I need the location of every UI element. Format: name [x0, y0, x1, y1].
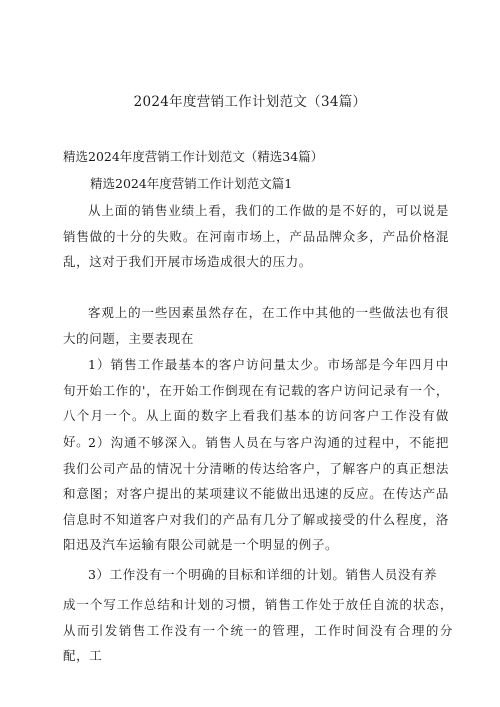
document-title: 2024年度营销工作计划范文（34篇）: [133, 94, 367, 110]
section-heading: 精选2024年度营销工作计划范文篇1: [90, 176, 293, 191]
paragraph-6: 成一个写工作总结和计划的习惯，销售工作处于放任自流的状态，从而引发销售工作没有一个统一的管理，工作时间没有合理的分配，工: [63, 597, 453, 663]
document-subtitle: 精选2024年度营销工作计划范文（精选34篇）: [63, 149, 324, 164]
paragraph-1: 从上面的销售业绩上看，我们的工作做的是不好的，可以说是销售做的十分的失败。在河南市场上，产品品牌众多，产品价格混乱，这对于我们开展市场造成很大的压力。: [63, 203, 449, 269]
paragraph-2: 客观上的一些因素虽然存在，在工作中其他的一些做法也有很大的问题，主要表现在: [63, 305, 449, 346]
paragraph-4: 2）沟通不够深入。销售人员在与客户沟通的过程中，不能把我们公司产品的情况十分清晰的传达给客户，了解客户的真正想法和意图；对客户提出的某项建议不能做出迅速的反应。在传达产品信息时不知道客户对我们的产品有几分了解或接受的什么程度，洛阳迅及汽车运输有限公司就是一个明显的例子。: [63, 435, 449, 552]
paragraph-3: 1）销售工作最基本的客户访问量太少。市场部是今年四月中旬开始工作的'，在开始工作倒现在有记载的客户访问记录有一个，八个月一个。从上面的数字上看我们基本的访问客户工作没有做好。: [63, 357, 449, 449]
paragraph-5: 3）工作没有一个明确的目标和详细的计划。销售人员没有养: [88, 567, 438, 582]
